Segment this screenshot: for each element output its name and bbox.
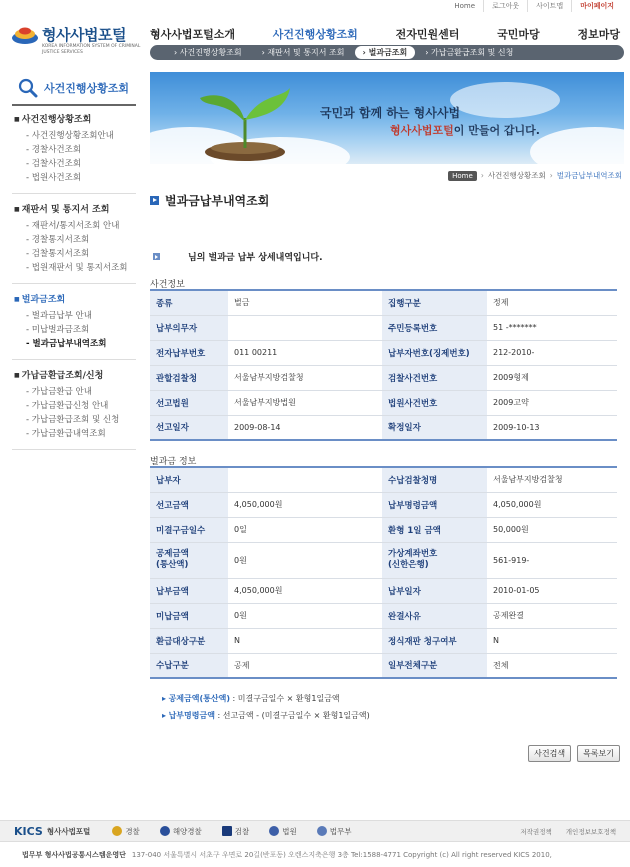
mypage-link[interactable]: 마이페이지 <box>571 0 622 12</box>
field-value <box>228 315 382 340</box>
field-value: 서울남부지방검찰청 <box>228 365 382 390</box>
logo-title: 형사사법포털 <box>42 26 126 44</box>
field-value: 2009-08-14 <box>234 422 281 432</box>
field-value: 0원 <box>228 542 382 578</box>
page-title-text: 벌과금납부내역조회 <box>165 193 270 208</box>
sidebar-header <box>12 72 136 106</box>
note-key: 공제금액(통산액) <box>168 694 230 703</box>
title-bullet-icon <box>150 196 159 205</box>
notice-line <box>153 250 323 263</box>
table-row <box>150 315 617 340</box>
sidebar-group-case-status <box>12 106 136 194</box>
field-value: 0일 <box>228 517 382 542</box>
nav-info[interactable]: 정보마당 <box>577 28 620 41</box>
sidebar-group-fines <box>12 284 136 360</box>
case-search-button[interactable]: 사건검색 <box>528 745 571 762</box>
field-label: 일부전체구분 <box>382 653 487 678</box>
field-label: 정식재판 청구여부 <box>382 628 487 653</box>
sidebar-item[interactable]: - 검찰사건조회 <box>12 157 136 171</box>
home-link[interactable]: Home <box>454 2 476 10</box>
sidebar-item[interactable]: - 가납금환급내역조회 <box>12 427 136 441</box>
field-value: 2009-10-13 <box>493 422 540 432</box>
field-value: 전체 <box>493 660 509 670</box>
sidebar <box>12 72 136 450</box>
field-label: 검찰사건번호 <box>382 365 487 390</box>
sprout-icon <box>190 80 300 164</box>
case-info-table <box>150 289 617 441</box>
org-link-justice[interactable] <box>317 826 352 837</box>
kics-subtitle: 형사사법포털 <box>46 826 91 836</box>
field-value: 2009고약 <box>487 390 617 415</box>
note-text: : 선고금액 - (미결구금일수 × 환형1일금액) <box>214 711 370 720</box>
sitemap-link[interactable]: 사이트맵 <box>527 0 571 12</box>
field-value: 2009형제 <box>487 365 617 390</box>
copyright-policy-link[interactable]: 저작권정책 <box>520 827 552 836</box>
utility-links <box>446 0 622 12</box>
table-row <box>150 415 617 440</box>
field-label: 법원사건번호 <box>382 390 487 415</box>
sidebar-title: 사건진행상황조회 <box>44 82 130 95</box>
field-label: 집행구분 <box>382 290 487 315</box>
subnav-documents[interactable]: › 재판서 및 통지서 조회 <box>252 47 355 58</box>
field-label: 미결구금일수 <box>150 517 228 542</box>
field-value: 4,050,000원 <box>228 578 382 603</box>
field-value: 212-2010- <box>487 340 617 365</box>
field-label: 환형 1일 금액 <box>382 517 487 542</box>
field-label: 공제금액 (통산액) <box>150 542 228 578</box>
field-label: 선고일자 <box>150 415 228 440</box>
cloud-shape <box>450 82 560 118</box>
chevron-right-icon: › <box>549 171 553 180</box>
field-value: 561-919- <box>487 542 617 578</box>
field-value: 011 00211 <box>228 340 382 365</box>
table-row <box>150 628 617 653</box>
field-value: N <box>228 628 382 653</box>
table-row <box>150 340 617 365</box>
org-label: 해양경찰 <box>172 826 202 836</box>
table-row <box>150 467 617 492</box>
field-value: 4,050,000원 <box>487 492 617 517</box>
table-row <box>150 290 617 315</box>
page-title <box>150 190 624 210</box>
field-label: 수납구분 <box>150 653 228 678</box>
field-value: 서울남부지방검찰청 <box>487 467 617 492</box>
sub-nav <box>150 45 624 60</box>
fine-info-title: 벌과금 정보 <box>150 457 197 467</box>
footer-address <box>22 850 618 860</box>
field-label: 환급대상구분 <box>150 628 228 653</box>
search-icon <box>18 78 38 98</box>
formula-notes <box>162 690 370 724</box>
field-value: N <box>487 628 617 653</box>
note-text: : 미결구금일수 × 환형1일금액 <box>229 694 340 703</box>
field-label: 관할검찰청 <box>150 365 228 390</box>
field-label: 완결사유 <box>382 603 487 628</box>
privacy-policy-link[interactable]: 개인정보보호정책 <box>565 827 616 836</box>
field-label: 납부일자 <box>382 578 487 603</box>
triangle-right-icon: ▸ <box>162 711 169 720</box>
field-value: 서울남부지방법원 <box>228 390 382 415</box>
sidebar-group-title[interactable]: ■ 벌과금조회 <box>12 290 136 309</box>
triangle-right-icon: ▸ <box>162 694 169 703</box>
sidebar-item[interactable]: - 가납금환급조회 및 신청 <box>12 413 136 427</box>
footer-links <box>0 820 630 842</box>
nav-portal-intro[interactable]: 형사사법포털소개 <box>150 28 236 41</box>
breadcrumb <box>448 170 622 181</box>
sidebar-item[interactable]: - 미납벌과금조회 <box>12 323 136 337</box>
field-label: 선고법원 <box>150 390 228 415</box>
table-row <box>150 603 617 628</box>
breadcrumb-current: 벌과금납부내역조회 <box>556 171 622 180</box>
nav-public-forum[interactable]: 국민마당 <box>497 28 540 41</box>
sidebar-group-title[interactable]: ■ 재판서 및 통지서 조회 <box>12 200 136 219</box>
note-key: 납부명령금액 <box>168 711 215 720</box>
field-label: 확정일자 <box>382 415 487 440</box>
nav-e-civil[interactable]: 전자민원센터 <box>395 28 460 41</box>
sidebar-item[interactable]: - 사건진행상황조회안내 <box>12 129 136 143</box>
org-link-court[interactable] <box>269 826 297 837</box>
field-label: 납부자번호(징제번호) <box>382 340 487 365</box>
field-value: 벌금 <box>228 290 382 315</box>
police-emblem-icon <box>112 826 122 836</box>
sidebar-item[interactable]: - 재판서/통지서조회 안내 <box>12 219 136 233</box>
field-label: 가상계좌번호 (신한은행) <box>382 542 487 578</box>
field-label: 납부의무자 <box>150 315 228 340</box>
justice-emblem-icon <box>317 826 327 836</box>
sidebar-group-refund <box>12 360 136 450</box>
footer-policy-links <box>520 827 616 836</box>
field-value: 공제 <box>234 660 250 670</box>
sidebar-item[interactable]: - 경찰사건조회 <box>12 143 136 157</box>
chevron-right-icon: › <box>480 171 484 180</box>
banner-line1: 국민과 함께 하는 형사사법 <box>320 106 461 120</box>
field-label: 수납검찰청명 <box>382 467 487 492</box>
table-row <box>150 492 617 517</box>
main-nav <box>150 26 620 44</box>
banner-line2 <box>390 122 540 138</box>
logout-link[interactable]: 로그아웃 <box>483 0 527 12</box>
subnav-fines[interactable]: › 벌과금조회 <box>355 46 416 59</box>
sidebar-item[interactable]: - 가납금환급 안내 <box>12 385 136 399</box>
field-value <box>228 467 382 492</box>
footer-address-text: 137-040 서울특별시 서초구 우면로 20길(반포동) 오렌스지축은행 3층 Tel:1588-4771 Copyright (c) All right reserved KICS 2010, <box>131 851 552 859</box>
action-buttons <box>528 745 620 762</box>
field-label: 납부명령금액 <box>382 492 487 517</box>
sidebar-item[interactable]: - 가납금환급신청 안내 <box>12 399 136 413</box>
sidebar-item[interactable]: - 법원재판서 및 통지서조회 <box>12 261 136 275</box>
subnav-case-status[interactable]: › 사건진행상황조회 <box>164 47 252 58</box>
prosecution-emblem-icon <box>222 826 232 836</box>
footer-owner: 법무부 형사사법공통시스템운영단 <box>22 851 126 859</box>
hero-banner <box>150 72 624 164</box>
org-label: 법원 <box>282 826 297 836</box>
table-row <box>150 653 617 678</box>
breadcrumb-home[interactable]: Home <box>448 171 477 181</box>
case-info-title: 사건정보 <box>150 280 185 290</box>
subnav-refund[interactable]: › 가납금환급조회 및 신청 <box>415 47 523 58</box>
field-label: 선고금액 <box>150 492 228 517</box>
field-label: 주민등록번호 <box>382 315 487 340</box>
note-line <box>162 690 370 707</box>
table-row <box>150 517 617 542</box>
org-label: 검찰 <box>234 826 250 836</box>
org-link-prosecution[interactable] <box>222 826 250 837</box>
field-value: 4,050,000원 <box>228 492 382 517</box>
sidebar-group-title[interactable]: ■ 가납금환급조회/신청 <box>12 366 136 385</box>
field-value: 공제완결 <box>487 603 617 628</box>
table-row <box>150 365 617 390</box>
banner-line2-rest: 이 만들어 갑니다. <box>453 124 540 137</box>
field-value: 0원 <box>228 603 382 628</box>
sidebar-item[interactable]: - 검찰통지서조회 <box>12 247 136 261</box>
notice-text: 님의 벌과금 납부 상세내역입니다. <box>188 253 323 263</box>
fine-info-table <box>150 466 617 679</box>
site-logo[interactable] <box>10 22 140 62</box>
logo-subtitle: KOREA INFORMATION SYSTEM OF CRIMINAL JUSTICE SERVICES <box>42 44 141 55</box>
sidebar-item[interactable]: - 법원사건조회 <box>12 171 136 185</box>
org-label: 경찰 <box>125 826 140 836</box>
table-row <box>150 390 617 415</box>
sidebar-item-fine-history[interactable]: - 벌과금납부내역조회 <box>12 337 136 351</box>
sidebar-item[interactable]: - 경찰통지서조회 <box>12 233 136 247</box>
org-link-police[interactable] <box>112 826 140 837</box>
notice-bullet-icon <box>153 253 160 260</box>
cloud-shape <box>530 127 624 164</box>
field-value: 2010-01-05 <box>487 578 617 603</box>
table-row <box>150 578 617 603</box>
field-label: 전자납부번호 <box>150 340 228 365</box>
field-label: 납부금액 <box>150 578 228 603</box>
note-line <box>162 707 370 724</box>
field-value: 50,000원 <box>487 517 617 542</box>
sidebar-group-title[interactable]: ■ 사건진행상황조회 <box>12 110 136 129</box>
field-label: 납부자 <box>150 467 228 492</box>
list-view-button[interactable]: 목록보기 <box>577 745 620 762</box>
breadcrumb-parent[interactable]: 사건진행상황조회 <box>487 171 546 180</box>
table-row <box>150 542 617 578</box>
field-value: 51 -******* <box>487 315 617 340</box>
nav-case-status[interactable]: 사건진행상황조회 <box>272 28 358 41</box>
org-link-coastguard[interactable] <box>160 826 202 837</box>
coastguard-emblem-icon <box>160 826 170 836</box>
logo-emblem-icon <box>10 24 40 46</box>
sidebar-group-documents <box>12 194 136 284</box>
banner-highlight: 형사사법포털 <box>390 124 454 137</box>
field-label: 종류 <box>150 290 228 315</box>
org-label: 법무부 <box>329 826 352 836</box>
field-label: 미납금액 <box>150 603 228 628</box>
sidebar-item[interactable]: - 벌과금납부 안내 <box>12 309 136 323</box>
field-value: 정제 <box>487 290 617 315</box>
court-emblem-icon <box>269 826 279 836</box>
kics-logo[interactable]: KICS <box>14 824 43 838</box>
